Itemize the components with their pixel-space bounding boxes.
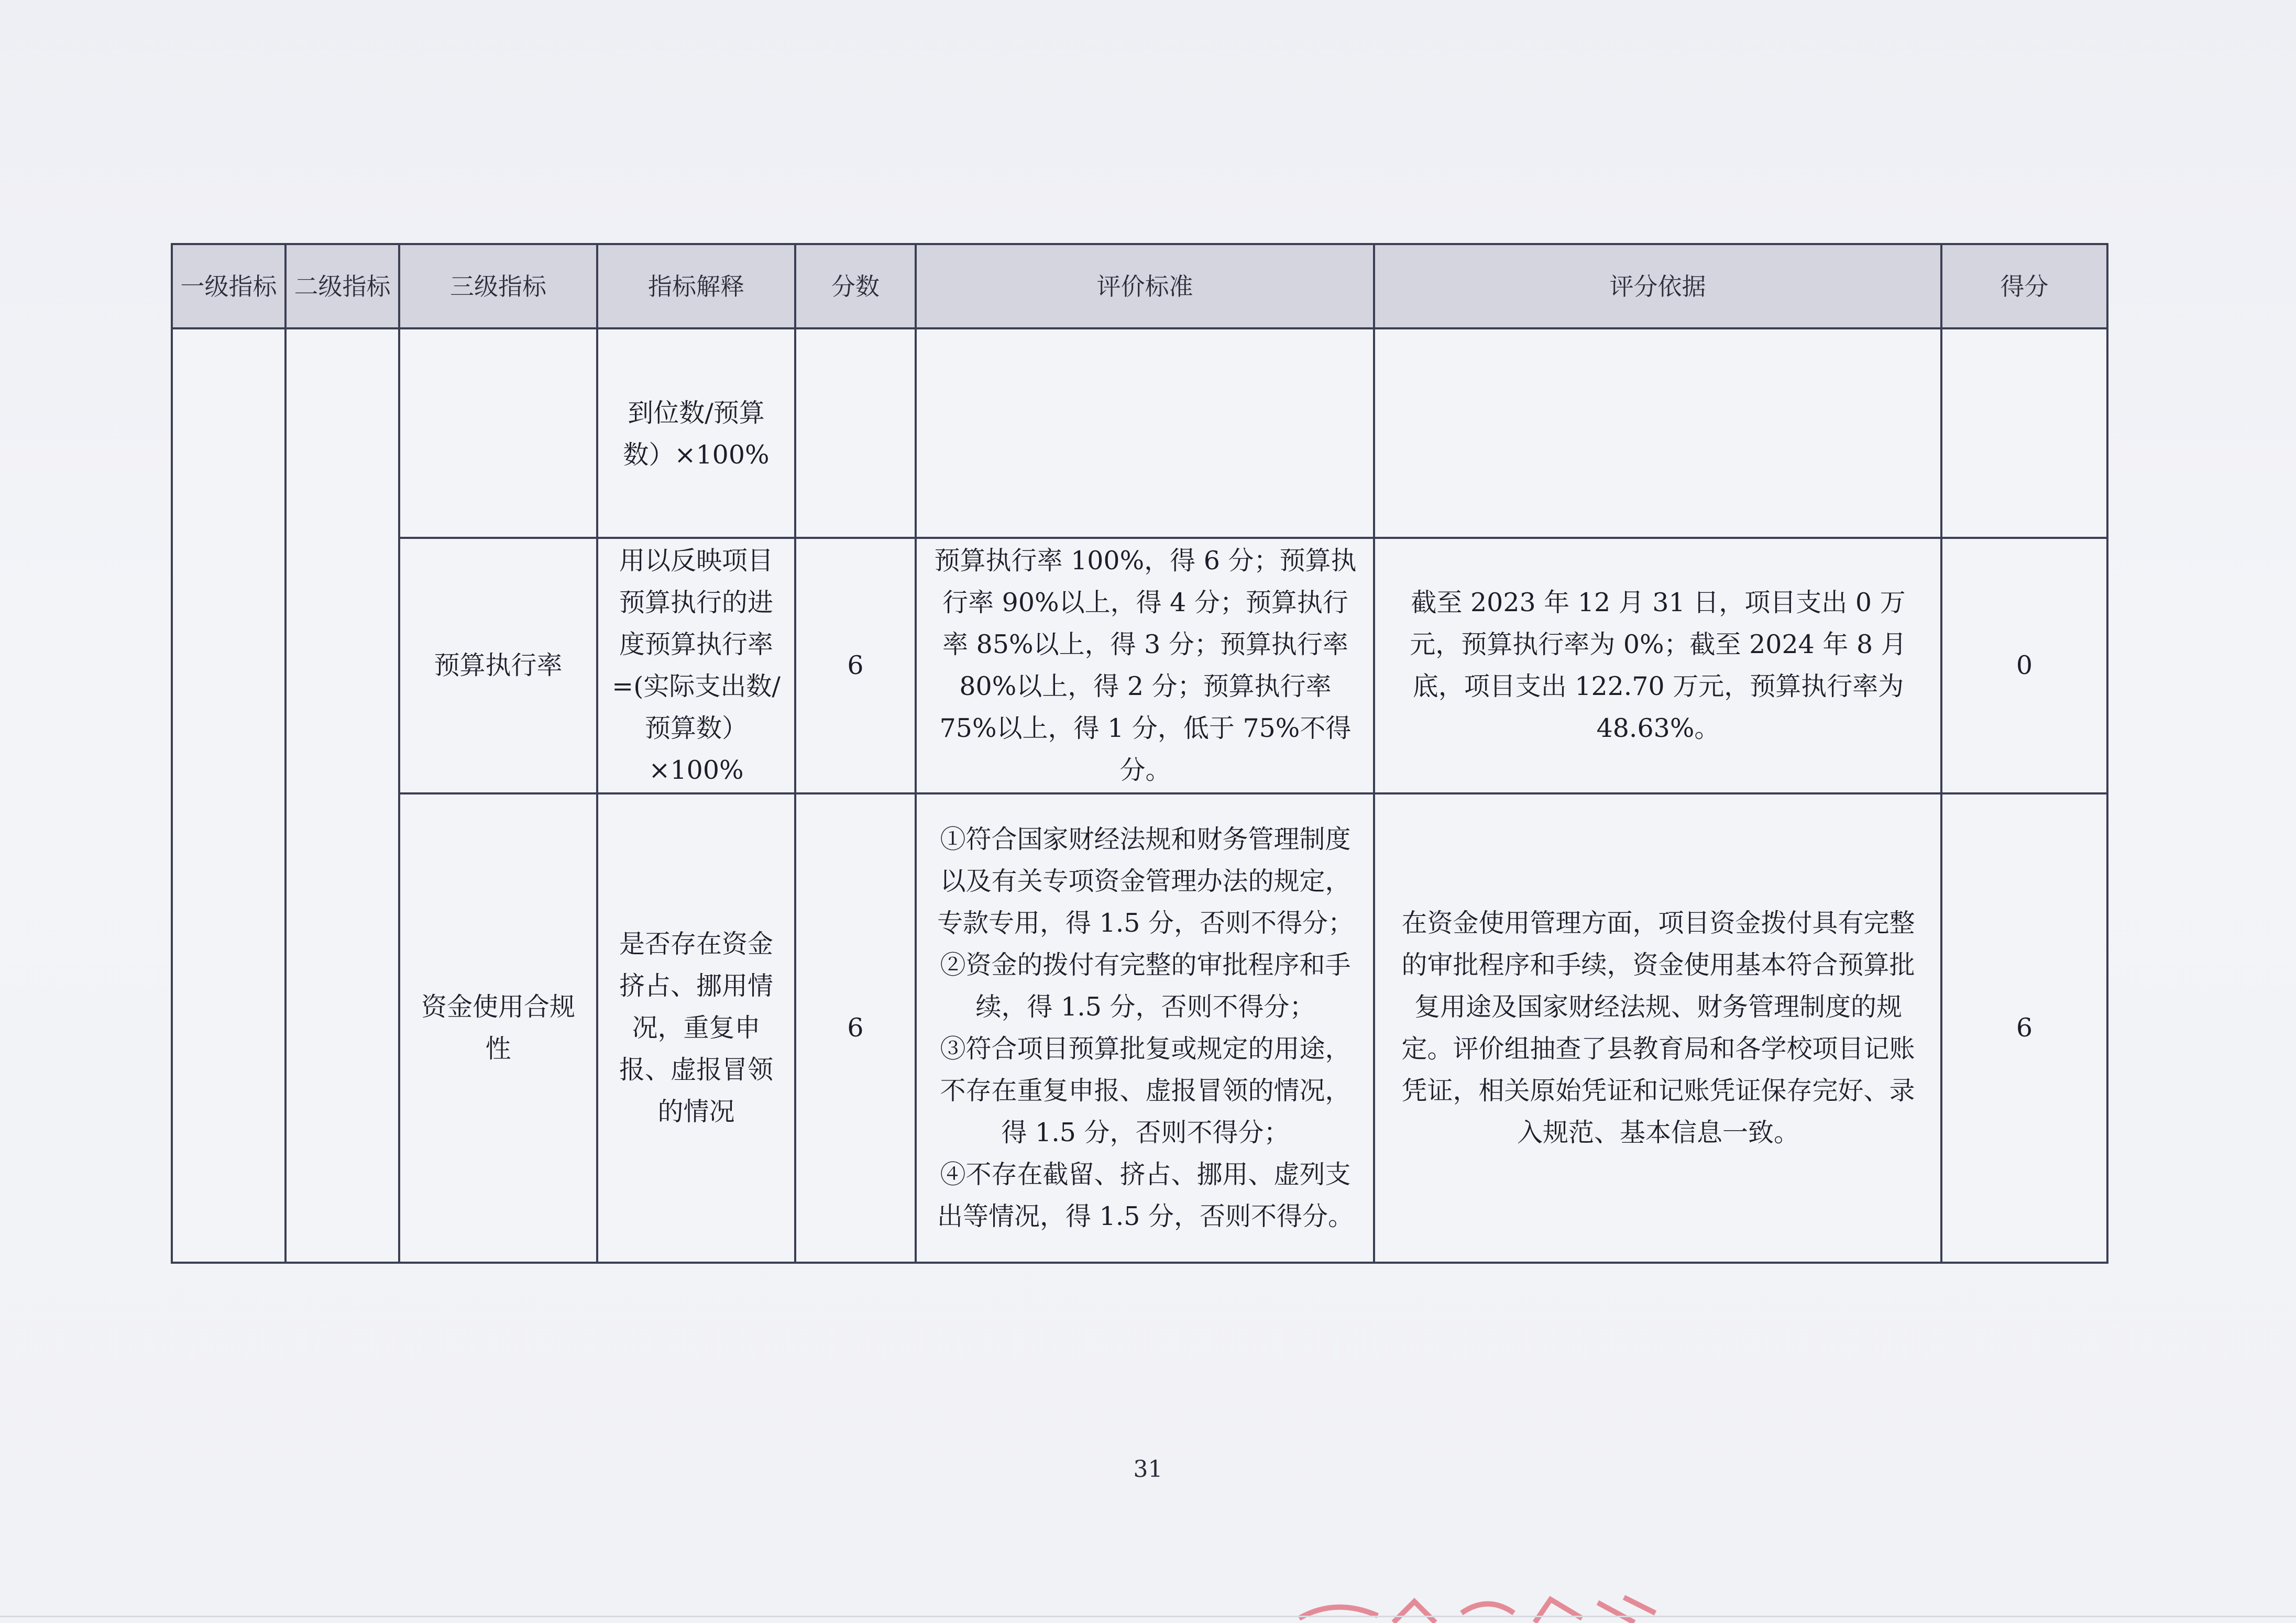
- level3-cell-continued: [399, 328, 597, 538]
- explanation-cell: [597, 538, 795, 793]
- basis-cell-continued: [1374, 328, 1941, 538]
- explanation-cell-continued: [597, 328, 795, 538]
- basis-cell: [1374, 538, 1941, 793]
- criteria-cell-continued: [916, 328, 1374, 538]
- earned-cell: 6: [1941, 793, 2107, 1263]
- header-basis: 评分依据: [1374, 244, 1941, 328]
- bottom-edge-line: [0, 1616, 2296, 1617]
- evaluation-table: [171, 243, 2108, 1264]
- score-cell: 6: [795, 538, 916, 793]
- criteria-item: ③符合项目预算批复或规定的用途，不存在重复申报、虚报冒领的情况，得 1.5 分，否则不得分；: [940, 1034, 1351, 1147]
- basis-text: 在资金使用管理方面，项目资金拨付具有完整的审批程序和手续，资金使用基本符合预算批复用途及国家财经法规、财务管理制度的规定。评价组抽查了县教育局和各学校项目记账凭证，相关原始凭证和记账凭证保存完好、录入规范、基本信息一致。: [1401, 908, 1915, 1147]
- basis-text: 截至 2023 年 12 月 31 日，项目支出 0 万元，预算执行率为 0%；截至 2024 年 8 月底，项目支出 122.70 万元，预算执行率为 48.63%。: [1410, 588, 1907, 743]
- explanation-text: 是否存在资金挤占、挪用情况，重复申报、虚报冒领的情况: [619, 929, 773, 1127]
- explanation-text-continued: 到位数/预算数）×100%: [623, 398, 770, 470]
- score-cell: 6: [795, 793, 916, 1263]
- header-level3: 三级指标: [399, 244, 597, 328]
- table-row: [172, 793, 2107, 1263]
- explanation-text: 用以反映项目预算执行的进度预算执行率=(实际支出数/预算数）×100%: [612, 546, 781, 785]
- indicator-text: 资金使用合规性: [421, 992, 575, 1064]
- table-row-continued: [172, 328, 2107, 538]
- level2-cell: [285, 328, 399, 1263]
- page-number: 31: [1133, 1456, 1163, 1483]
- table-row: [172, 538, 2107, 793]
- header-level1: 一级指标: [172, 244, 285, 328]
- criteria-item: ④不存在截留、挤占、挪用、虚列支出等情况，得 1.5 分，否则不得分。: [937, 1160, 1354, 1231]
- header-criteria: 评价标准: [916, 244, 1374, 328]
- criteria-text: 预算执行率 100%，得 6 分；预算执行率 90%以上，得 4 分；预算执行率 85%以上，得 3 分；预算执行率 80%以上，得 2 分；预算执行率 75%以上，得 1 分，低于 75%不得分。: [934, 546, 1357, 785]
- red-stamp-partial: [1289, 1592, 1676, 1623]
- indicator-cell: [399, 793, 597, 1263]
- score-cell-continued: [795, 328, 916, 538]
- explanation-cell: [597, 793, 795, 1263]
- header-score: 分数: [795, 244, 916, 328]
- level1-cell: [172, 328, 285, 1263]
- criteria-cell: [916, 538, 1374, 793]
- earned-cell-continued: [1941, 328, 2107, 538]
- indicator-cell: 预算执行率: [399, 538, 597, 793]
- criteria-item: ②资金的拨付有完整的审批程序和手续，得 1.5 分，否则不得分；: [940, 950, 1351, 1022]
- criteria-item: ①符合国家财经法规和财务管理制度以及有关专项资金管理办法的规定，专款专用，得 1.5 分，否则不得分；: [937, 824, 1354, 938]
- earned-cell: 0: [1941, 538, 2107, 793]
- criteria-cell: [916, 793, 1374, 1263]
- header-earned: 得分: [1941, 244, 2107, 328]
- basis-cell: [1374, 793, 1941, 1263]
- header-explanation: 指标解释: [597, 244, 795, 328]
- table-header-row: [172, 244, 2107, 328]
- header-level2: 二级指标: [285, 244, 399, 328]
